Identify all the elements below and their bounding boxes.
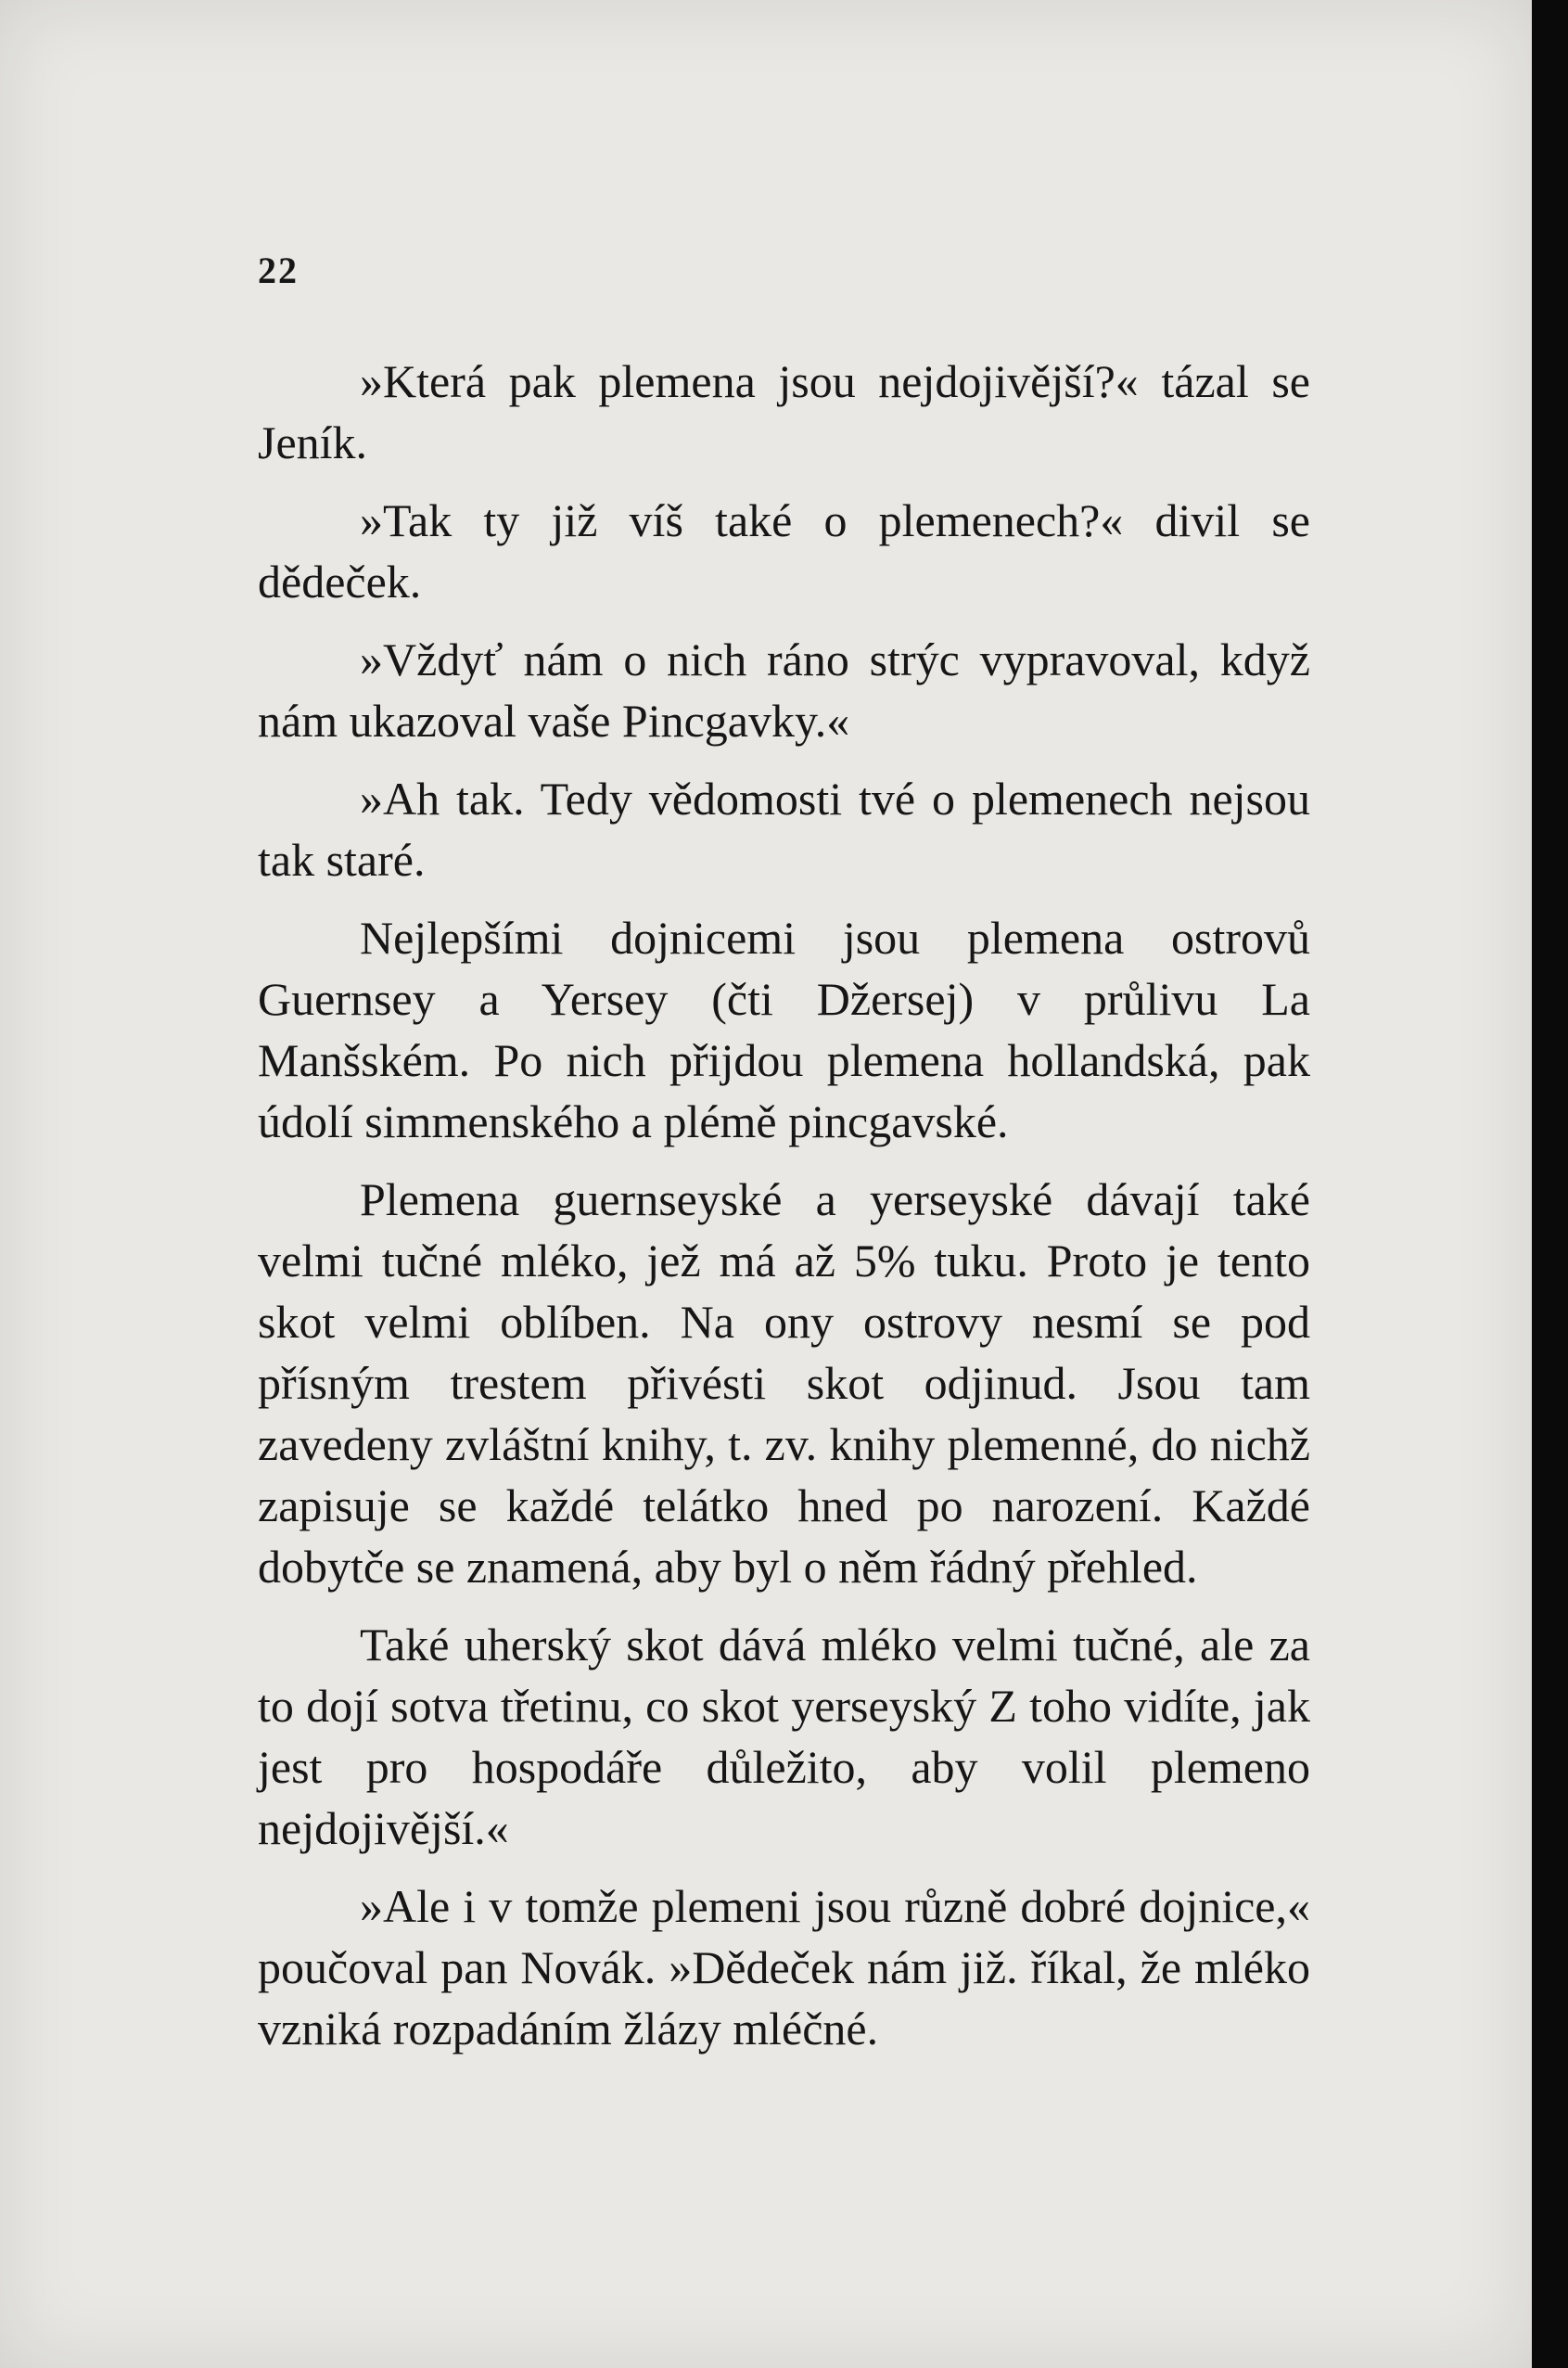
paragraph: »Ah tak. Tedy vědomosti tvé o plemenech nejsou tak staré. xyxy=(258,773,1310,886)
paragraph: »Vždyť nám o nich ráno strýc vypravoval, když nám ukazoval vaše Pincgavky.« xyxy=(258,634,1310,747)
page-text xyxy=(258,351,1310,2076)
page-number: 22 xyxy=(258,250,299,291)
paragraph: Plemena guernseyské a yerseyské dávají také velmi tučné mléko, jež má až 5% tuku. Proto je tento skot velmi oblíben. Na ony ostrovy nesmí se pod přísným trestem přivésti skot odjinud. Jsou tam zavedeny zvláštní knihy, t. zv. knihy plemenné, do nichž zapisuje se každé telátko hned po narození. Každé dobytče se znamená, aby byl o něm řádný přehled. xyxy=(258,1173,1310,1593)
paragraph: »Ale i v tomže plemeni jsou různě dobré dojnice,« poučoval pan Novák. »Dědeček nám již. říkal, že mléko vzniká rozpadáním žlázy mléčné. xyxy=(258,1880,1310,2054)
paragraph: »Která pak plemena jsou nejdojivější?« tázal se Jeník. xyxy=(258,355,1310,468)
paragraph: Nejlepšími dojnicemi jsou plemena ostrovů Guernsey a Yersey (čti Džersej) v průlivu La Manšském. Po nich přijdou plemena hollandská, pak údolí simmenského a plémě pincgavské. xyxy=(258,912,1310,1147)
paragraph: Také uherský skot dává mléko velmi tučné, ale za to dojí sotva třetinu, co skot yerseyský Z toho vidíte, jak jest pro hospodáře důležito, aby volil plemeno nejdojivější.« xyxy=(258,1619,1310,1854)
scan-dark-edge xyxy=(1532,0,1568,2368)
paragraph: »Tak ty již víš také o plemenech?« divil se dědeček. xyxy=(258,494,1310,608)
